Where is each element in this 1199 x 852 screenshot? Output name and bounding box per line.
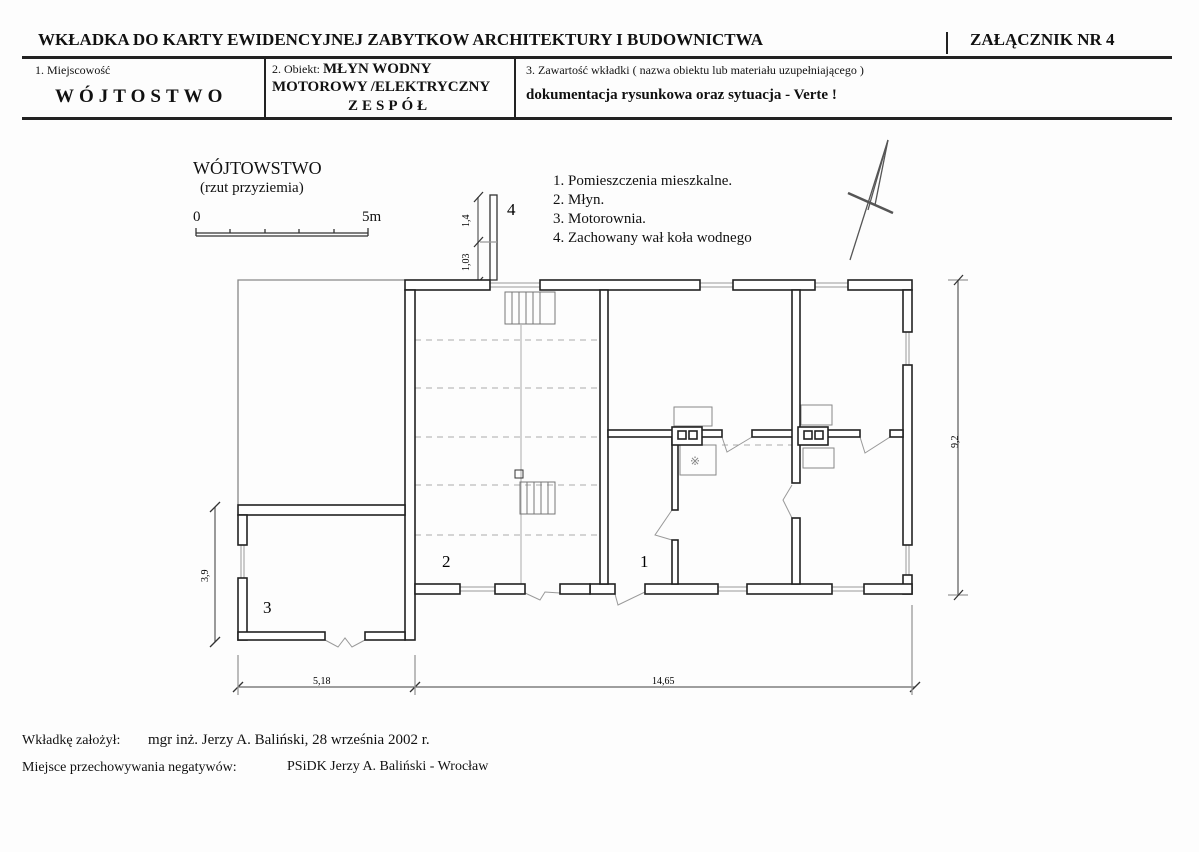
dim-shaft-lower: 1,03 [461, 253, 472, 271]
legend-item: 3. Motorownia. [553, 211, 646, 227]
content-value: dokumentacja rysunkowa oraz sytuacja - Verte ! [526, 87, 837, 103]
stairs [505, 292, 555, 514]
attachment-number: ZAŁĄCZNIK NR 4 [970, 30, 1115, 49]
legend-item: 4. Zachowany wał koła wodnego [553, 230, 752, 246]
walls [238, 280, 912, 640]
author-label: Wkładkę założył: [22, 733, 121, 748]
dim-width-left: 5,18 [313, 676, 331, 687]
dim-height-right: 9,2 [950, 435, 961, 448]
legend-item: 2. Młyn. [553, 192, 605, 208]
room-label-1: 1 [640, 552, 649, 571]
author-value: mgr inż. Jerzy A. Baliński, 28 września 2002 r. [148, 732, 430, 748]
scale-end: 5m [362, 209, 382, 225]
legend-item: 1. Pomieszczenia mieszkalne. [553, 173, 733, 189]
locality-value: WÓJTOSTWO [55, 86, 228, 107]
document-title: WKŁADKA DO KARTY EWIDENCYJNEJ ZABYTKOW ARCHITEKTURY I BUDOWNICTWA [38, 30, 764, 49]
room-label-3: 3 [263, 598, 272, 617]
scale-bar [196, 228, 368, 236]
room-label-2: 2 [442, 552, 451, 571]
water-wheel-shaft [490, 195, 497, 280]
dim-height-left: 3,9 [200, 569, 211, 582]
scale-start: 0 [193, 209, 201, 225]
plan-title: WÓJTOWSTWO [193, 158, 322, 178]
dim-shaft-upper: 1,4 [461, 214, 472, 227]
object-value-3: ZESPÓŁ [348, 98, 432, 114]
object-label: 2. Obiekt: [272, 62, 320, 76]
north-arrow-icon [848, 140, 893, 260]
storage-label: Miejsce przechowywania negatywów: [22, 760, 237, 775]
locality-label: 1. Miejscowość [35, 63, 111, 77]
content-label: 3. Zawartość wkładki ( nazwa obiektu lub materiału uzupełniającego ) [526, 63, 864, 77]
plan-subtitle: (rzut przyziemia) [200, 180, 304, 196]
svg-text:※: ※ [690, 454, 701, 468]
object-value-1: MŁYN WODNY [323, 61, 432, 77]
storage-value: PSiDK Jerzy A. Baliński - Wrocław [287, 759, 489, 774]
dim-width-right: 14,65 [652, 676, 675, 687]
room-label-4: 4 [507, 200, 516, 219]
object-value-2: MOTOROWY /ELEKTRYCZNY [272, 79, 491, 95]
